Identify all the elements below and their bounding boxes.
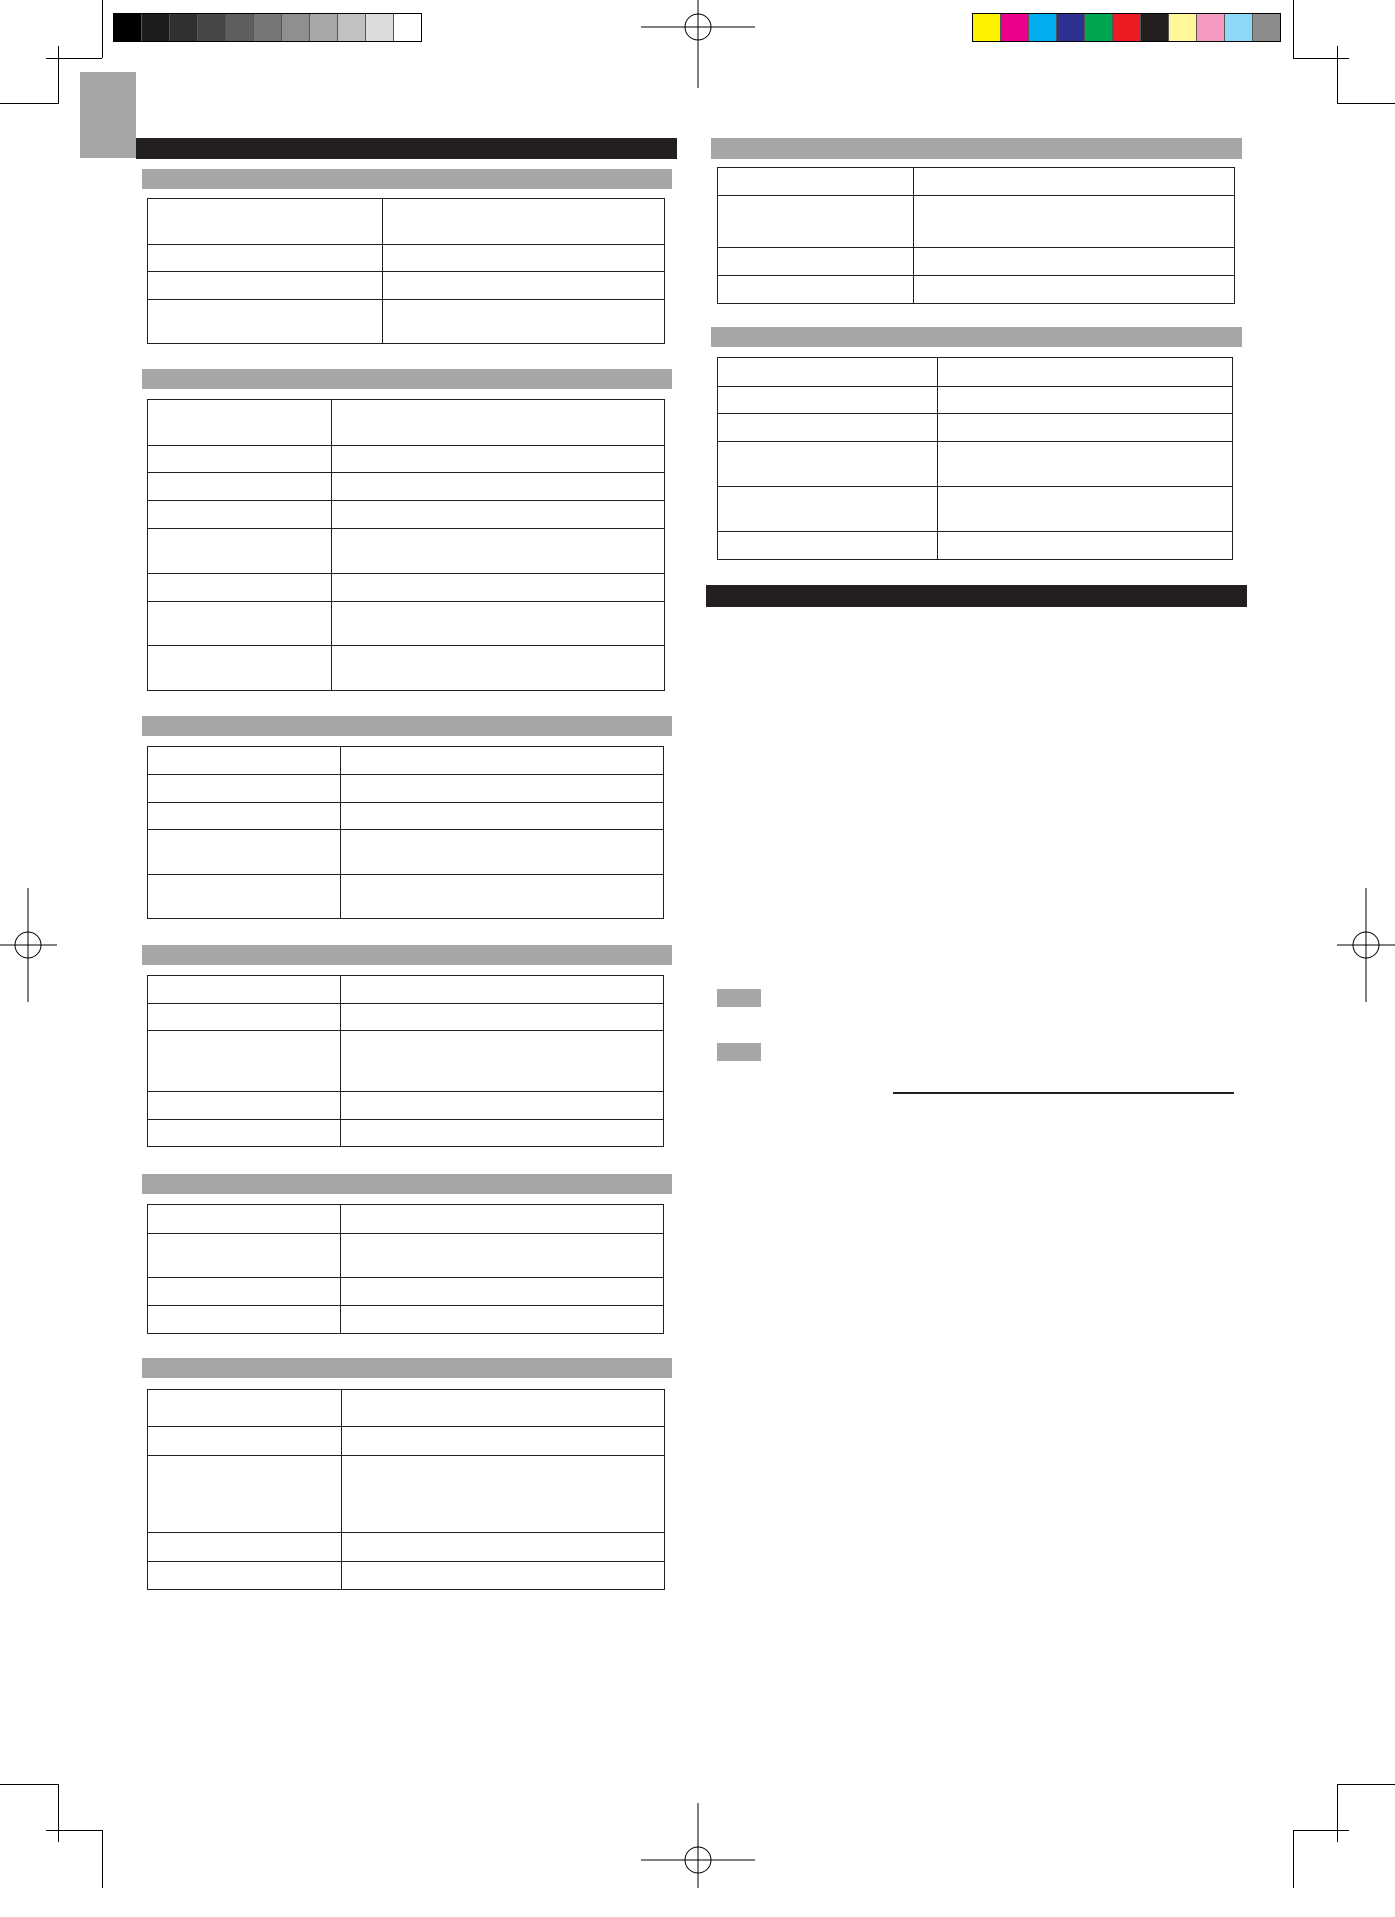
table-row bbox=[148, 1306, 664, 1334]
table-row bbox=[718, 532, 1233, 560]
note-marker-2 bbox=[717, 1043, 761, 1061]
table-row bbox=[148, 830, 664, 875]
table-row bbox=[718, 276, 1235, 304]
spec-table-left-4 bbox=[147, 975, 664, 1147]
left-section-heading-bar bbox=[136, 138, 677, 159]
color-swatch bbox=[198, 14, 226, 41]
spec-table-right-1 bbox=[717, 167, 1235, 304]
left-subsection-bar-1 bbox=[142, 169, 672, 189]
color-swatch bbox=[1197, 14, 1225, 41]
right-subsection-bar-2 bbox=[711, 327, 1242, 347]
underline-rule bbox=[893, 1092, 1234, 1094]
table-row bbox=[718, 168, 1235, 196]
color-swatch bbox=[338, 14, 366, 41]
color-swatch-bar bbox=[972, 13, 1281, 42]
spec-table-left-6 bbox=[147, 1389, 665, 1590]
color-swatch bbox=[1169, 14, 1197, 41]
table-row bbox=[148, 473, 665, 501]
table-row bbox=[148, 1390, 665, 1427]
color-swatch bbox=[170, 14, 198, 41]
spec-table-left-3 bbox=[147, 746, 664, 919]
color-swatch bbox=[254, 14, 282, 41]
table-row bbox=[148, 1427, 665, 1456]
table-row bbox=[148, 775, 664, 803]
table-row bbox=[718, 248, 1235, 276]
color-swatch bbox=[1085, 14, 1113, 41]
registration-mark-right bbox=[1309, 888, 1395, 1002]
left-subsection-bar-5 bbox=[142, 1174, 672, 1194]
table-row bbox=[148, 976, 664, 1004]
note-marker-1 bbox=[717, 989, 761, 1007]
table-row bbox=[148, 400, 665, 446]
left-subsection-bar-2 bbox=[142, 369, 672, 389]
section-side-tab bbox=[80, 72, 136, 158]
table-row bbox=[718, 387, 1233, 414]
color-swatch bbox=[1225, 14, 1253, 41]
table-row bbox=[718, 442, 1233, 487]
table-row bbox=[148, 1234, 664, 1278]
color-swatch bbox=[226, 14, 254, 41]
table-row bbox=[148, 501, 665, 529]
color-swatch bbox=[1253, 14, 1280, 41]
left-subsection-bar-6 bbox=[142, 1358, 672, 1378]
table-row bbox=[148, 1205, 664, 1234]
left-subsection-bar-3 bbox=[142, 716, 672, 736]
color-swatch bbox=[394, 14, 421, 41]
color-swatch bbox=[1029, 14, 1057, 41]
right-subsection-bar-1 bbox=[711, 138, 1242, 159]
table-row bbox=[148, 646, 665, 691]
color-swatch bbox=[310, 14, 338, 41]
color-swatch bbox=[973, 14, 1001, 41]
color-swatch bbox=[142, 14, 170, 41]
spec-table-left-1 bbox=[147, 198, 665, 344]
table-row bbox=[718, 196, 1235, 248]
color-swatch bbox=[366, 14, 394, 41]
table-row bbox=[148, 300, 665, 344]
spec-table-left-2 bbox=[147, 399, 665, 691]
table-row bbox=[148, 875, 664, 919]
registration-mark-left bbox=[0, 888, 85, 1002]
table-row bbox=[148, 574, 665, 602]
color-swatch bbox=[1057, 14, 1085, 41]
table-row bbox=[148, 1092, 664, 1120]
table-row bbox=[148, 199, 665, 245]
table-row bbox=[148, 1120, 664, 1147]
table-row bbox=[718, 358, 1233, 387]
table-row bbox=[148, 1278, 664, 1306]
spec-table-left-5 bbox=[147, 1204, 664, 1334]
left-subsection-bar-4 bbox=[142, 945, 672, 965]
table-row bbox=[148, 529, 665, 574]
color-swatch bbox=[1141, 14, 1169, 41]
table-row bbox=[718, 414, 1233, 442]
registration-mark-bottom bbox=[641, 1803, 755, 1917]
table-row bbox=[148, 272, 665, 300]
table-row bbox=[148, 602, 665, 646]
table-row bbox=[718, 487, 1233, 532]
color-swatch bbox=[282, 14, 310, 41]
table-row bbox=[148, 803, 664, 830]
table-row bbox=[148, 446, 665, 473]
table-row bbox=[148, 747, 664, 775]
right-section-heading-bar bbox=[706, 585, 1247, 607]
registration-mark-top bbox=[641, 0, 755, 88]
color-swatch bbox=[114, 14, 142, 41]
table-row bbox=[148, 1456, 665, 1533]
table-row bbox=[148, 1533, 665, 1562]
table-row bbox=[148, 1562, 665, 1590]
grey-swatch-bar bbox=[113, 13, 422, 42]
table-row bbox=[148, 245, 665, 272]
table-row bbox=[148, 1031, 664, 1092]
color-swatch bbox=[1113, 14, 1141, 41]
table-row bbox=[148, 1004, 664, 1031]
spec-table-right-2 bbox=[717, 357, 1233, 560]
color-swatch bbox=[1001, 14, 1029, 41]
